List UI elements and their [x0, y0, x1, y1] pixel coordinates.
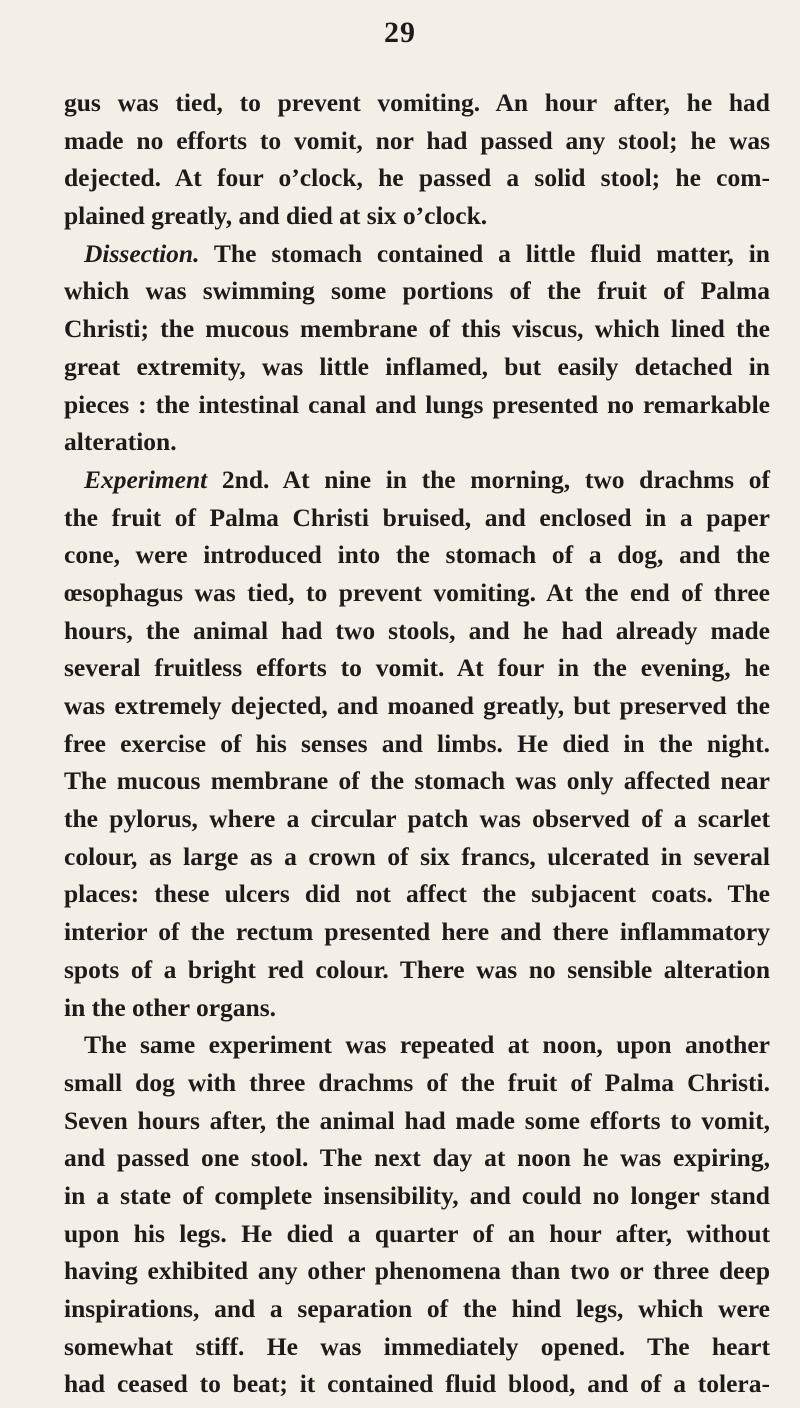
- text-line: [64, 348, 770, 386]
- line-text: cone, were introduced into the stomach of a dog, and the: [64, 540, 770, 570]
- text-line: [64, 762, 770, 800]
- line-text: the fruit of Palma Christi bruised, and enclosed in a paper: [64, 502, 770, 532]
- line-text: spots of a bright red colour. There was no sensible alteration: [64, 954, 770, 984]
- text-line: [64, 1177, 770, 1215]
- text-line: [64, 423, 770, 461]
- line-text: upon his legs. He died a quarter of an hour after, without: [64, 1218, 770, 1248]
- line-text: inspirations, and a separation of the hind legs, which were: [64, 1294, 770, 1323]
- text-line: [64, 499, 770, 537]
- line-text: several fruitless efforts to vomit. At four in the evening, he: [64, 653, 770, 683]
- line-text: The mucous membrane of the stomach was only affected near: [64, 766, 770, 796]
- text-line: [64, 687, 770, 725]
- italic-lead: Experiment: [84, 464, 208, 494]
- text-line: [64, 612, 770, 650]
- line-text: which was swimming some portions of the fruit of Palma: [64, 276, 770, 306]
- line-text: The stomach contained a little fluid matter, in: [199, 238, 770, 268]
- text-line: [64, 84, 770, 122]
- line-text: made no efforts to vomit, nor had passed any stool; he was: [64, 125, 770, 155]
- text-line: [64, 875, 770, 913]
- text-line: [64, 1215, 770, 1253]
- line-text: having exhibited any other phenomena than two or three deep: [64, 1256, 770, 1286]
- text-line: [64, 235, 770, 273]
- line-text: great extremity, was little inflamed, but easily detached in: [64, 351, 770, 381]
- text-line: [64, 310, 770, 348]
- text-line: [64, 725, 770, 763]
- line-text: the pylorus, where a circular patch was observed of a scarlet: [64, 804, 770, 834]
- line-text: had ceased to beat; it contained fluid blood, and of a tolera-: [64, 1369, 770, 1399]
- line-text: The same experiment was repeated at noon, upon another: [84, 1030, 770, 1060]
- line-text: places: these ulcers did not affect the subjacent coats. The: [64, 879, 770, 909]
- text-line: [64, 272, 770, 310]
- line-text: somewhat stiff. He was immediately opened. The heart: [64, 1331, 770, 1361]
- text-line: [64, 386, 770, 424]
- line-text: in a state of complete insensibility, and could no longer stand: [64, 1180, 770, 1210]
- text-line: [64, 1139, 770, 1177]
- text-line: [64, 122, 770, 160]
- text-line: [64, 1290, 770, 1328]
- line-text: plained greatly, and died at six o’clock.: [64, 201, 488, 231]
- text-line: [64, 989, 770, 1027]
- text-line: [64, 951, 770, 989]
- line-text: gus was tied, to prevent vomiting. An hour after, he had: [64, 88, 770, 117]
- text-line: [64, 536, 770, 574]
- text-line: [64, 1252, 770, 1290]
- body-text: [64, 84, 770, 1403]
- text-line: [64, 1365, 770, 1403]
- text-line: [64, 1064, 770, 1102]
- text-line: [64, 913, 770, 951]
- text-line: [64, 1328, 770, 1366]
- line-text: alteration.: [64, 427, 177, 457]
- line-text: in the other organs.: [64, 992, 277, 1022]
- line-text: colour, as large as a crown of six francs, ulcerated in several: [64, 841, 770, 871]
- text-line: [64, 1102, 770, 1140]
- line-text: œsophagus was tied, to prevent vomiting. At the end of three: [64, 577, 770, 607]
- text-line: [64, 574, 770, 612]
- text-line: [64, 159, 770, 197]
- text-line: [64, 197, 770, 235]
- italic-lead: Dissection.: [84, 238, 200, 268]
- line-text: 2nd. At nine in the morning, two drachms of: [207, 464, 770, 494]
- line-text: small dog with three drachms of the fruit of Palma Christi.: [64, 1067, 770, 1097]
- text-line: [64, 649, 770, 687]
- line-text: hours, the animal had two stools, and he had already made: [64, 615, 770, 645]
- line-text: dejected. At four o’clock, he passed a solid stool; he com-: [64, 163, 770, 193]
- text-line: [64, 1026, 770, 1064]
- line-text: Christi; the mucous membrane of this viscus, which lined the: [64, 314, 770, 344]
- line-text: pieces : the intestinal canal and lungs presented no remarkable: [64, 389, 770, 419]
- line-text: Seven hours after, the animal had made some efforts to vomit,: [64, 1105, 770, 1135]
- text-line: [64, 838, 770, 876]
- page-number: 29: [384, 16, 416, 49]
- text-line: [64, 461, 770, 499]
- text-line: [64, 800, 770, 838]
- line-text: interior of the rectum presented here and there inflammatory: [64, 917, 770, 947]
- line-text: and passed one stool. The next day at noon he was expiring,: [64, 1143, 770, 1173]
- line-text: was extremely dejected, and moaned greatly, but preserved the: [64, 691, 770, 720]
- line-text: free exercise of his senses and limbs. He died in the night.: [64, 728, 770, 758]
